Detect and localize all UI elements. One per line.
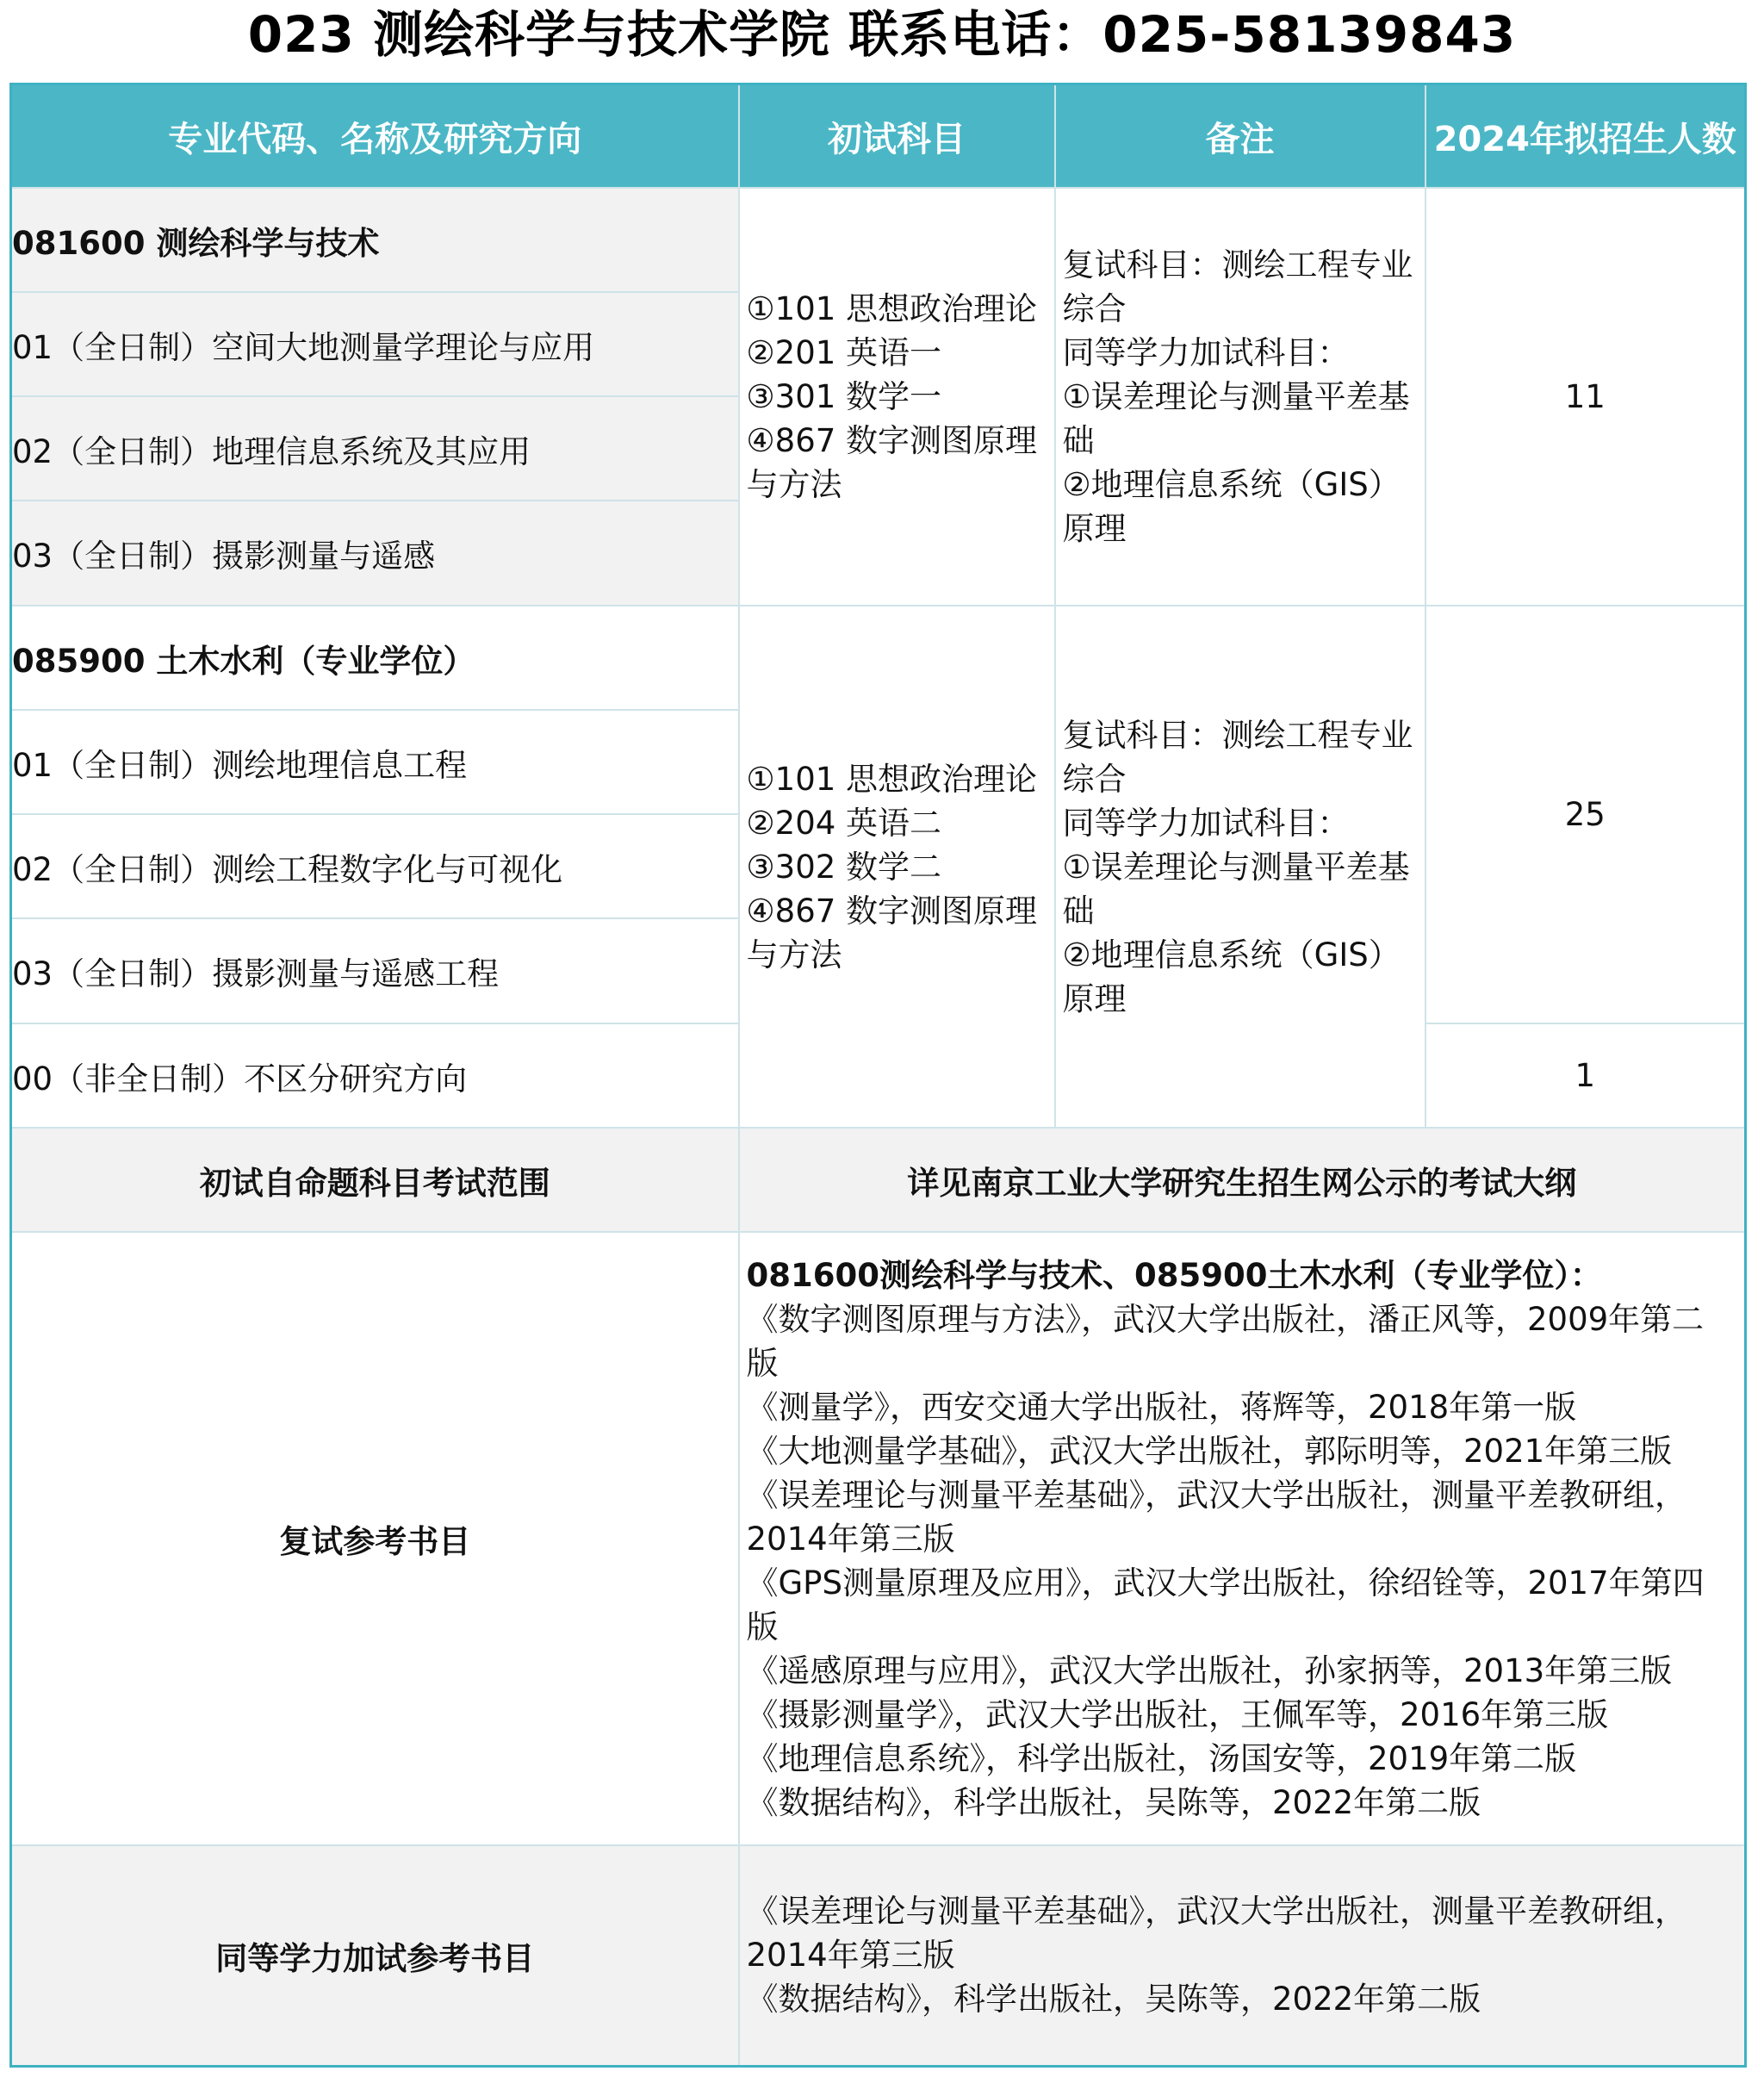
header-major: 专业代码、名称及研究方向: [11, 84, 739, 189]
remark-line: 同等学力加试科目：: [1062, 804, 1350, 842]
header-count: 2024年拟招生人数: [1425, 84, 1746, 189]
retest-books-cell: [739, 1232, 1746, 1845]
remark-line: 原理: [1062, 510, 1127, 547]
book-line: 《数据结构》，科学出版社，吴陈等，2022年第二版: [746, 1783, 1481, 1821]
equivalent-books-label: 同等学力加试参考书目: [11, 1845, 739, 2066]
remark-line: ①误差理论与测量平差基: [1062, 378, 1410, 415]
exam-subject: ②204 英语二: [746, 804, 942, 842]
remark-line: 础: [1062, 892, 1095, 930]
book-line: 版: [746, 1344, 779, 1382]
book-line: 版: [746, 1608, 779, 1645]
book-line: 《测量学》，西安交通大学出版社，蒋辉等，2018年第一版: [746, 1388, 1577, 1426]
book-line: 《遥感原理与应用》，武汉大学出版社，孙家抦等，2013年第三版: [746, 1651, 1673, 1689]
exam-subjects-cell: [739, 606, 1055, 1128]
research-direction: 03（全日制）摄影测量与遥感: [11, 501, 739, 606]
remark-line: 复试科目：测绘工程专业: [1062, 246, 1413, 283]
research-direction: 02（全日制）地理信息系统及其应用: [11, 396, 739, 501]
header-exam: 初试科目: [739, 84, 1055, 189]
scope-value: 详见南京工业大学研究生招生网公示的考试大纲: [739, 1128, 1746, 1232]
enrollment-count: 25: [1425, 606, 1746, 1023]
exam-subject: ④867 数字测图原理: [746, 422, 1038, 459]
exam-subject: ④867 数字测图原理: [746, 892, 1038, 930]
exam-subject: 与方法: [746, 936, 842, 973]
book-line: 《误差理论与测量平差基础》，武汉大学出版社，测量平差教研组，: [746, 1476, 1686, 1514]
table-row: [11, 1232, 1746, 1845]
scope-label: 初试自命题科目考试范围: [11, 1128, 739, 1232]
book-line: 《摄影测量学》，武汉大学出版社，王佩军等，2016年第三版: [746, 1695, 1609, 1733]
admissions-table: [9, 83, 1747, 2068]
remark-line: 综合: [1062, 290, 1127, 327]
book-line: 《数据结构》，科学出版社，吴陈等，2022年第二版: [746, 1981, 1481, 2018]
research-direction: 03（全日制）摄影测量与遥感工程: [11, 918, 739, 1023]
enrollment-count-part-time: 1: [1425, 1023, 1746, 1128]
remark-line: 复试科目：测绘工程专业: [1062, 716, 1413, 754]
exam-subject: ②201 英语一: [746, 334, 942, 371]
equivalent-books-cell: [739, 1845, 1746, 2066]
header-remark: 备注: [1055, 84, 1425, 189]
remark-line: 综合: [1062, 760, 1127, 798]
remark-line: ②地理信息系统（GIS）: [1062, 466, 1401, 503]
remark-line: ①误差理论与测量平差基: [1062, 848, 1410, 886]
book-line: 《大地测量学基础》，武汉大学出版社，郭际明等，2021年第三版: [746, 1432, 1673, 1470]
book-line: 《误差理论与测量平差基础》，武汉大学出版社，测量平差教研组，: [746, 1893, 1686, 1931]
enrollment-count: 11: [1425, 188, 1746, 606]
exam-subject: 与方法: [746, 466, 842, 503]
page-title: 023 测绘科学与技术学院 联系电话：025-58139843: [247, 5, 1517, 64]
retest-books-label: 复试参考书目: [11, 1232, 739, 1845]
research-direction-part-time: 00（非全日制）不区分研究方向: [11, 1023, 739, 1128]
book-line: 《GPS测量原理及应用》，武汉大学出版社，徐绍铨等，2017年第四: [746, 1564, 1705, 1602]
remark-cell: [1055, 188, 1425, 606]
remark-line: 同等学力加试科目：: [1062, 334, 1350, 371]
remark-line: 础: [1062, 422, 1095, 459]
exam-subjects-cell: [739, 188, 1055, 606]
major-name: 085900 土木水利（专业学位）: [11, 606, 739, 710]
table-row: [11, 1845, 1746, 2066]
retest-books-heading: 081600测绘科学与技术、085900土木水利（专业学位）：: [746, 1256, 1602, 1294]
research-direction: 02（全日制）测绘工程数字化与可视化: [11, 814, 739, 918]
remark-cell: [1055, 606, 1425, 1128]
remark-line: 原理: [1062, 980, 1127, 1017]
research-direction: 01（全日制）测绘地理信息工程: [11, 710, 739, 814]
major-name: 081600 测绘科学与技术: [11, 188, 739, 292]
table-row: [11, 188, 1746, 292]
exam-subject: ③302 数学二: [746, 848, 942, 886]
book-line: 2014年第三版: [746, 1937, 955, 1975]
book-line: 《数字测图原理与方法》，武汉大学出版社，潘正风等，2009年第二: [746, 1300, 1705, 1338]
exam-subject: ③301 数学一: [746, 378, 942, 415]
remark-line: ②地理信息系统（GIS）: [1062, 936, 1401, 973]
book-line: 2014年第三版: [746, 1520, 955, 1558]
table-row: [11, 606, 1746, 710]
table-header-row: [11, 84, 1746, 189]
research-direction: 01（全日制）空间大地测量学理论与应用: [11, 292, 739, 396]
exam-subject: ①101 思想政治理论: [746, 760, 1038, 798]
exam-subject: ①101 思想政治理论: [746, 290, 1038, 327]
table-row: [11, 1128, 1746, 1232]
book-line: 《地理信息系统》，科学出版社，汤国安等，2019年第二版: [746, 1739, 1577, 1777]
